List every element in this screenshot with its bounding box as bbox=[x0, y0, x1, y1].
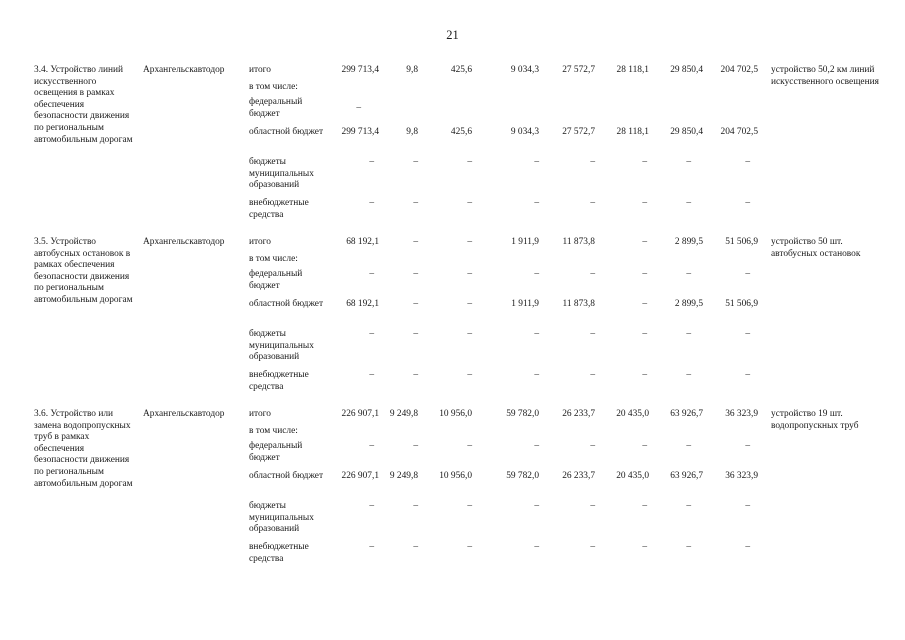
amount-cell: 2 899,5 bbox=[674, 299, 703, 309]
amount-cell: – bbox=[369, 370, 374, 380]
amount-cell: – bbox=[369, 198, 374, 208]
amount-cell: 20 435,0 bbox=[616, 409, 649, 419]
executor-name: Архангельскавтодор bbox=[143, 409, 225, 419]
amount-cell: – bbox=[467, 370, 472, 380]
amount-cell: 425,6 bbox=[450, 127, 472, 137]
amount-cell: – bbox=[590, 157, 595, 167]
amount-cell: 63 926,7 bbox=[670, 471, 703, 481]
funding-source: в том числе: bbox=[249, 254, 298, 264]
amount-cell: – bbox=[467, 269, 472, 279]
amount-cell: 299 713,4 bbox=[341, 127, 379, 137]
funding-source: областной бюджет bbox=[249, 299, 324, 309]
amount-cell: – bbox=[590, 441, 595, 451]
amount-cell: – bbox=[686, 542, 691, 552]
amount-cell: 11 873,8 bbox=[562, 299, 595, 309]
amount-cell: – bbox=[745, 198, 750, 208]
funding-source: федеральный бюджет bbox=[249, 441, 303, 463]
amount-cell: 27 572,7 bbox=[562, 127, 595, 137]
amount-cell: 26 233,7 bbox=[562, 409, 595, 419]
amount-cell: 63 926,7 bbox=[670, 409, 703, 419]
amount-cell: – bbox=[590, 370, 595, 380]
amount-cell: – bbox=[413, 269, 418, 279]
amount-cell: 28 118,1 bbox=[616, 65, 649, 75]
amount-cell: – bbox=[413, 441, 418, 451]
amount-cell: – bbox=[534, 501, 539, 511]
amount-cell: 9 034,3 bbox=[510, 127, 539, 137]
amount-cell: – bbox=[745, 269, 750, 279]
amount-cell: 1 911,9 bbox=[511, 299, 539, 309]
amount-cell: – bbox=[642, 157, 647, 167]
amount-cell: 425,6 bbox=[450, 65, 472, 75]
amount-cell: – bbox=[745, 501, 750, 511]
amount-cell: – bbox=[590, 501, 595, 511]
amount-cell: 29 850,4 bbox=[670, 127, 703, 137]
amount-cell: – bbox=[369, 441, 374, 451]
funding-source: итого bbox=[249, 65, 271, 75]
amount-cell: 2 899,5 bbox=[674, 237, 703, 247]
amount-cell: – bbox=[413, 299, 418, 309]
amount-cell: – bbox=[534, 441, 539, 451]
amount-cell: – bbox=[534, 157, 539, 167]
amount-cell: – bbox=[745, 329, 750, 339]
expected-result: устройство 50,2 км линий искусственного освещения bbox=[771, 65, 879, 87]
amount-cell: – bbox=[534, 329, 539, 339]
amount-cell: – bbox=[642, 299, 647, 309]
measure-title: 3.4. Устройство линий искусственного освещения в рамках обеспечения безопасности движения по региональным автомобильным дорогам bbox=[34, 65, 133, 145]
amount-cell: – bbox=[534, 269, 539, 279]
amount-cell: – bbox=[467, 237, 472, 247]
amount-cell: – bbox=[534, 370, 539, 380]
amount-cell: 9 249,8 bbox=[389, 471, 418, 481]
amount-cell: 36 323,9 bbox=[725, 471, 758, 481]
amount-cell: 59 782,0 bbox=[506, 409, 539, 419]
amount-cell: 29 850,4 bbox=[670, 65, 703, 75]
page-number: 21 bbox=[446, 28, 459, 42]
amount-cell: – bbox=[590, 542, 595, 552]
executor-name: Архангельскавтодор bbox=[143, 65, 225, 75]
funding-source: внебюджетные средства bbox=[249, 542, 309, 564]
amount-cell: – bbox=[642, 198, 647, 208]
amount-cell: 36 323,9 bbox=[725, 409, 758, 419]
amount-cell: – bbox=[686, 501, 691, 511]
amount-cell: – bbox=[369, 157, 374, 167]
amount-cell: 68 192,1 bbox=[346, 299, 379, 309]
amount-cell: – bbox=[467, 329, 472, 339]
amount-cell: – bbox=[413, 370, 418, 380]
amount-cell: 9 034,3 bbox=[510, 65, 539, 75]
amount-cell: 59 782,0 bbox=[506, 471, 539, 481]
amount-cell: – bbox=[369, 501, 374, 511]
amount-cell: – bbox=[686, 198, 691, 208]
amount-cell: – bbox=[413, 237, 418, 247]
amount-cell: – bbox=[534, 542, 539, 552]
funding-source: бюджеты муниципальных образований bbox=[249, 329, 314, 363]
amount-cell: – bbox=[642, 501, 647, 511]
amount-cell: – bbox=[686, 329, 691, 339]
amount-cell: – bbox=[413, 198, 418, 208]
funding-source: бюджеты муниципальных образований bbox=[249, 501, 314, 535]
funding-source: федеральный бюджет bbox=[249, 269, 303, 291]
amount-cell: – bbox=[590, 269, 595, 279]
amount-cell: 10 956,0 bbox=[439, 409, 472, 419]
amount-cell: – bbox=[642, 237, 647, 247]
amount-cell: – bbox=[369, 269, 374, 279]
funding-source: внебюджетные средства bbox=[249, 198, 309, 220]
amount-cell: – bbox=[745, 370, 750, 380]
funding-source: итого bbox=[249, 237, 271, 247]
amount-cell: – bbox=[356, 103, 361, 113]
amount-cell: 10 956,0 bbox=[439, 471, 472, 481]
amount-cell: – bbox=[745, 441, 750, 451]
amount-cell: – bbox=[642, 441, 647, 451]
funding-source: областной бюджет bbox=[249, 127, 324, 137]
amount-cell: 28 118,1 bbox=[616, 127, 649, 137]
amount-cell: – bbox=[590, 329, 595, 339]
amount-cell: – bbox=[413, 157, 418, 167]
amount-cell: 51 506,9 bbox=[725, 299, 758, 309]
measure-title: 3.6. Устройство или замена водопропускных труб в рамках обеспечения безопасности движения по региональным автомобильным дорогам bbox=[34, 409, 133, 489]
funding-source: внебюджетные средства bbox=[249, 370, 309, 392]
funding-source: итого bbox=[249, 409, 271, 419]
amount-cell: – bbox=[686, 157, 691, 167]
funding-source: федеральный бюджет bbox=[249, 97, 303, 119]
executor-name: Архангельскавтодор bbox=[143, 237, 225, 247]
amount-cell: 9,8 bbox=[406, 127, 418, 137]
amount-cell: – bbox=[467, 542, 472, 552]
funding-source: областной бюджет bbox=[249, 471, 324, 481]
amount-cell: – bbox=[413, 501, 418, 511]
amount-cell: – bbox=[467, 198, 472, 208]
amount-cell: – bbox=[467, 157, 472, 167]
amount-cell: 299 713,4 bbox=[341, 65, 379, 75]
amount-cell: – bbox=[590, 198, 595, 208]
amount-cell: 11 873,8 bbox=[562, 237, 595, 247]
funding-source: в том числе: bbox=[249, 426, 298, 436]
amount-cell: 204 702,5 bbox=[720, 65, 758, 75]
amount-cell: – bbox=[534, 198, 539, 208]
amount-cell: – bbox=[467, 441, 472, 451]
amount-cell: – bbox=[642, 269, 647, 279]
amount-cell: – bbox=[642, 542, 647, 552]
amount-cell: – bbox=[467, 501, 472, 511]
amount-cell: – bbox=[467, 299, 472, 309]
amount-cell: – bbox=[413, 329, 418, 339]
amount-cell: – bbox=[369, 329, 374, 339]
amount-cell: 226 907,1 bbox=[341, 409, 379, 419]
amount-cell: 9,8 bbox=[406, 65, 418, 75]
amount-cell: – bbox=[686, 269, 691, 279]
amount-cell: – bbox=[745, 157, 750, 167]
amount-cell: 68 192,1 bbox=[346, 237, 379, 247]
amount-cell: 1 911,9 bbox=[511, 237, 539, 247]
funding-source: в том числе: bbox=[249, 82, 298, 92]
amount-cell: – bbox=[413, 542, 418, 552]
funding-source: бюджеты муниципальных образований bbox=[249, 157, 314, 191]
amount-cell: 26 233,7 bbox=[562, 471, 595, 481]
amount-cell: – bbox=[642, 370, 647, 380]
amount-cell: 204 702,5 bbox=[720, 127, 758, 137]
amount-cell: 226 907,1 bbox=[341, 471, 379, 481]
amount-cell: – bbox=[686, 370, 691, 380]
measure-title: 3.5. Устройство автобусных остановок в рамках обеспечения безопасности движения по региональным автомобильным дорогам bbox=[34, 237, 133, 305]
expected-result: устройство 19 шт. водопропускных труб bbox=[771, 409, 859, 431]
amount-cell: – bbox=[686, 441, 691, 451]
amount-cell: 9 249,8 bbox=[389, 409, 418, 419]
amount-cell: 51 506,9 bbox=[725, 237, 758, 247]
expected-result: устройство 50 шт. автобусных остановок bbox=[771, 237, 861, 259]
amount-cell: 27 572,7 bbox=[562, 65, 595, 75]
amount-cell: – bbox=[745, 542, 750, 552]
amount-cell: – bbox=[369, 542, 374, 552]
amount-cell: – bbox=[642, 329, 647, 339]
amount-cell: 20 435,0 bbox=[616, 471, 649, 481]
